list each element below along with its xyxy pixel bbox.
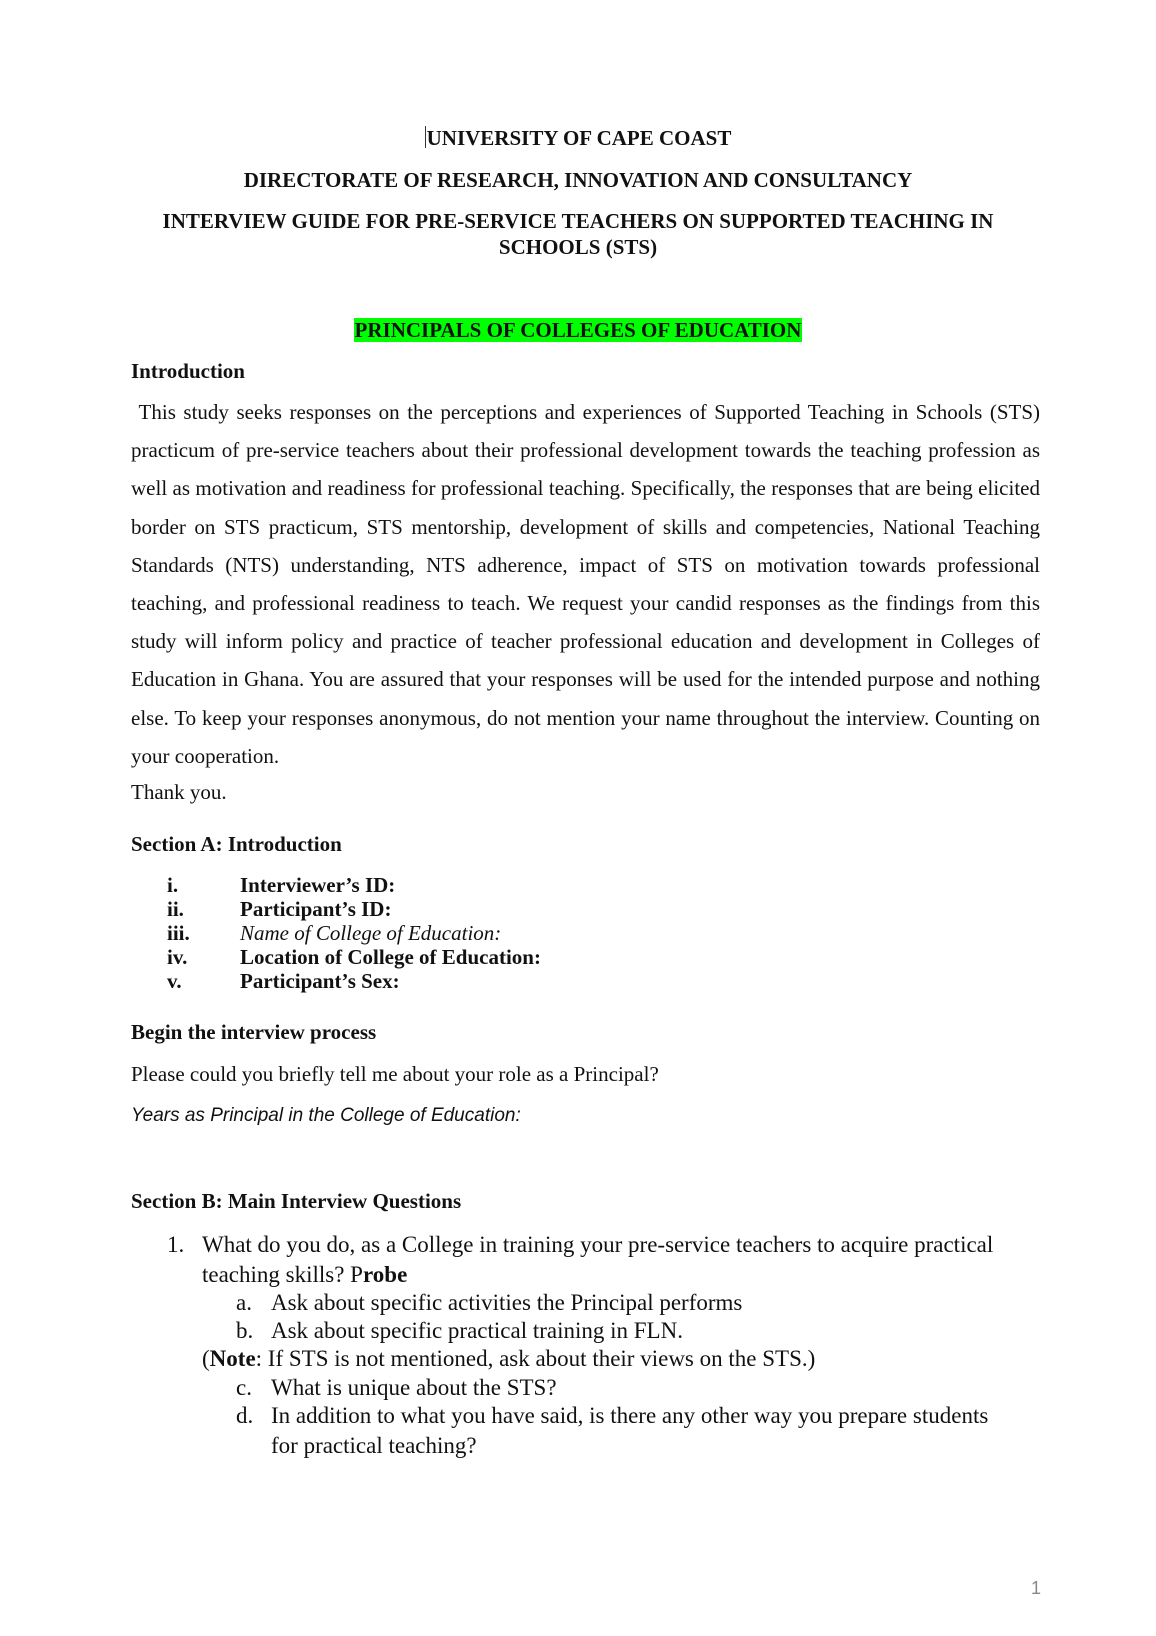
text-cursor [425,126,426,148]
highlighted-heading: PRINCIPALS OF COLLEGES OF EDUCATION [354,318,802,342]
sub-question-b: b. Ask about specific practical training in FLN. [236,1318,683,1343]
section-b-heading: Section B: Main Interview Questions [131,1189,462,1213]
university-title: UNIVERSITY OF CAPE COAST [426,126,732,150]
question-1-line-2: teaching skills? Probe [202,1262,408,1287]
participant-id-label: Participant’s ID: [240,897,392,921]
begin-interview-heading: Begin the interview process [131,1020,377,1044]
introduction-paragraph: This study seeks responses on the perceptions and experiences of Supported Teaching in Schools (STS) practicum of pre-service teachers about their professional development towards the teaching profession as well as motivation and readiness for professional teaching. Specifically, the responses that are being elicited border on STS practicum, STS mentorship, development of skills and competencies, National Teaching Standards (NTS) understanding, NTS adherence, impact of STS on motivation towards professional teaching, and professional readiness to teach. We request your candid responses as the findings from this study will inform policy and practice of teacher professional education and development in Colleges of Education in Ghana. You are assured that your responses will be used for the intended purpose and nothing else. To keep your responses anonymous, do not mention your name throughout the interview. Counting on your cooperation. [131,400,1040,768]
document-page: UNIVERSITY OF CAPE COAST DIRECTORATE OF RESEARCH, INNOVATION AND CONSULTANCY INTERVIEW GUIDE FOR PRE-SERVICE TEACHERS ON SUPPORTED TEACHING IN SCHOOLS (STS) PRINCIPALS OF COLLEGES OF EDUCATION Introduction This study seeks responses on the perceptions and experiences of Supported Teaching in Schools (STS) practicum of pre-service teachers about their professional development towards the teaching profession as well as motivation and readiness for professional teaching. Specifically, the responses that are being elicited border on STS practicum, STS mentorship, development of skills and competencies, National Teaching Standards (NTS) understanding, NTS adherence, impact of STS on motivation towards professional teaching, and professional readiness to teach. We request your candid responses as the findings from this study will inform policy and practice of teacher professional education and development in Colleges of Education in Ghana. You are assured that your responses will be used for the intended purpose and nothing else. To keep your responses anonymous, do not mention your name throughout the interview. Counting on your cooperation. Thank you. Section A: Introduction i. Interviewer’s ID: ii. Participant’s ID: iii. Name of College of Education: iv. Location of College of Education: v. Participant’s Sex: Begin the interview process Please could you briefly tell me about your role as a Principal? Years as Principal in the College of Education: Section B: Main Interview Questions 1. What do you do, as a College in training your pre-service teachers to acquire practical teaching skills? Probe a. Ask about specific activities the Principal performs b. Ask about specific practical training in FLN. (Note: If STS is not mentioned, ask about their views on the STS.) c. What is unique about the STS? d. In addition to what you have said, is there any other way you prepare students for practical teaching? 1 [0,0,1156,1636]
guide-title-line1: INTERVIEW GUIDE FOR PRE-SERVICE TEACHERS ON SUPPORTED TEACHING IN [162,209,994,233]
interviewer-id-label: Interviewer’s ID: [240,873,396,897]
sub-question-d: d. In addition to what you have said, is there any other way you prepare students for practical teaching? [236,1403,989,1458]
page-number: 1 [1030,1578,1041,1598]
probe-label: robe [362,1262,408,1287]
introduction-paragraph-block [131,393,1040,775]
note-label: Note [209,1346,256,1371]
thank-you-text: Thank you. [131,780,227,804]
directorate-title: DIRECTORATE OF RESEARCH, INNOVATION AND CONSULTANCY [243,168,913,192]
sub-question-a: a. Ask about specific activities the Principal performs [236,1290,743,1315]
section-a-heading: Section A: Introduction [131,832,342,856]
introduction-heading: Introduction [131,359,245,383]
role-question: Please could you briefly tell me about your role as a Principal? [131,1062,659,1086]
question-1-line-1: What do you do, as a College in training your pre-service teachers to acquire practical [202,1232,994,1257]
guide-title-line2: SCHOOLS (STS) [498,235,658,259]
college-name-label: Name of College of Education: [240,921,502,945]
question-1: 1. What do you do, as a College in training your pre-service teachers to acquire practical teaching skills? Probe [167,1230,1047,1290]
note-sts: (Note: If STS is not mentioned, ask about their views on the STS.) [202,1346,816,1371]
target-group-heading [0,318,1156,343]
sub-question-c: c. What is unique about the STS? [236,1375,557,1400]
participant-sex-label: Participant’s Sex: [240,969,400,993]
years-as-principal-label: Years as Principal in the College of Education: [131,1105,521,1126]
college-location-label: Location of College of Education: [240,945,541,969]
